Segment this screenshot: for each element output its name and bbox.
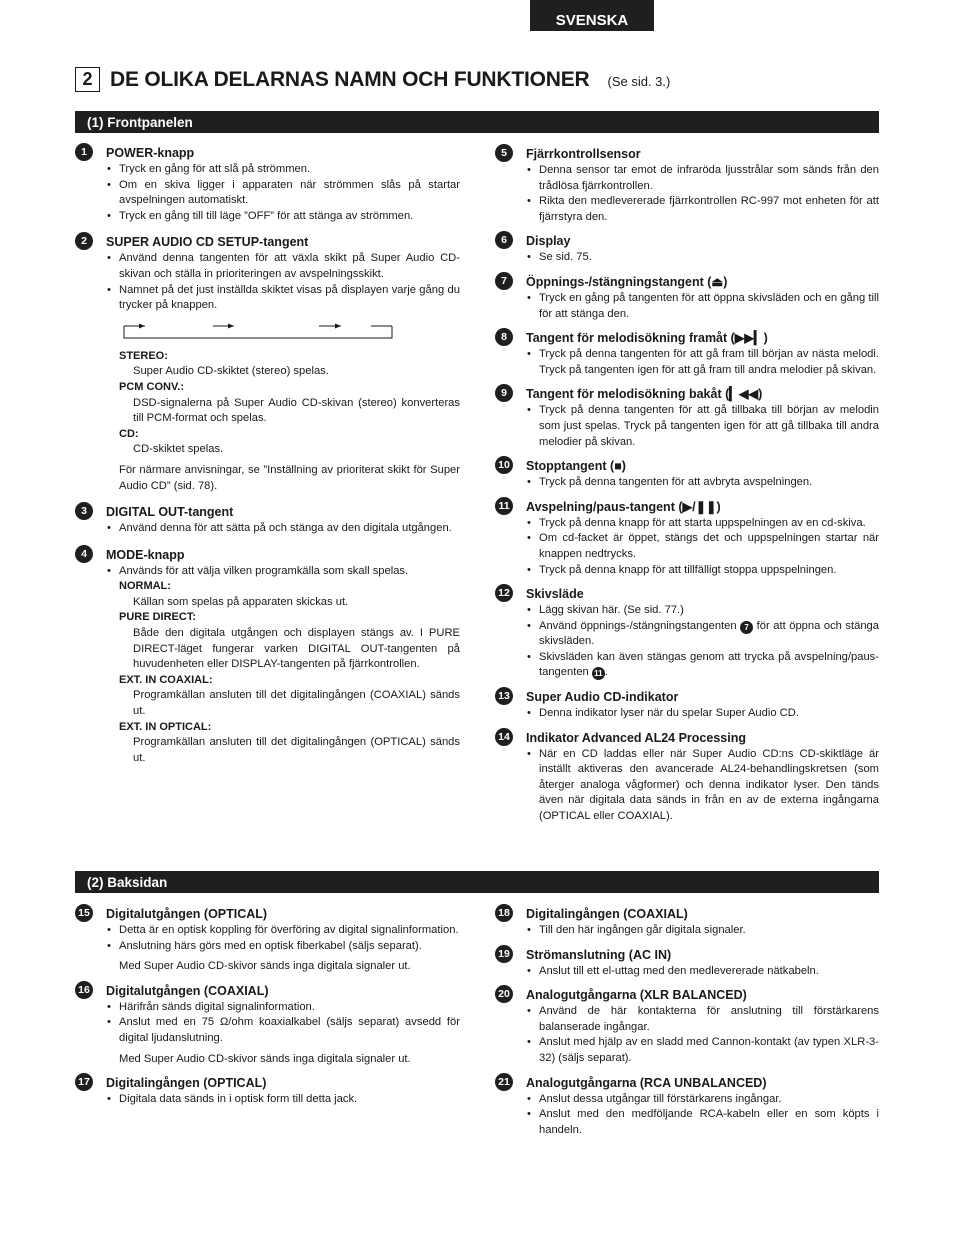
- chapter-title: DE OLIKA DELARNAS NAMN OCH FUNKTIONER: [110, 67, 590, 91]
- item-number: 19: [495, 945, 513, 963]
- item-title: Skivsläde: [526, 587, 584, 602]
- bullet: • Denna indikator lyser när du spelar Super Audio CD.: [526, 706, 879, 722]
- bullet-text: .: [604, 666, 608, 679]
- item-number: 7: [495, 272, 513, 290]
- chapter-number: 2: [75, 67, 100, 92]
- item-title: Digitalutgången (OPTICAL): [106, 907, 268, 921]
- front-right-column: [495, 146, 879, 831]
- item-number: 2: [75, 232, 93, 250]
- mode-description: CD-skiktet spelas.: [133, 443, 224, 456]
- item-play-pause: [495, 499, 879, 578]
- bullet: • Använd denna tangenten för att växla skikt på Super Audio CD-skivan och ställa in prioriteringen av avspelningsskikt.: [106, 251, 460, 282]
- bullet: [526, 650, 879, 681]
- item-number: 12: [495, 584, 513, 602]
- item-title: Tangent för melodisökning framåt (▶▶▎): [526, 331, 768, 346]
- item-remote-sensor: [495, 146, 879, 225]
- bullet: • Tryck på denna tangenten för att gå fram till början av nästa melodi. Tryck på tangenten igen för att gå fram till andra melodier på skivan.: [526, 347, 879, 378]
- bullet-text: för att öppna och stänga skivsläden.: [539, 619, 880, 648]
- item-number: 20: [495, 985, 513, 1003]
- item-title: POWER-knapp: [106, 146, 195, 160]
- bullet-text: Skivsläden kan även stängas genom att trycka på avspelning/paus-tangenten: [539, 650, 879, 679]
- mode-description: DSD-signalerna på Super Audio CD-skivan (stereo) konverteras till PCM-format och spelas.: [133, 396, 460, 425]
- mode-title: STEREO:: [119, 349, 168, 362]
- item-skip-forward: [495, 330, 879, 378]
- item-number: 18: [495, 904, 513, 922]
- item-rca-unbalanced: [495, 1075, 879, 1139]
- chapter-page-ref: (Se sid. 3.): [607, 74, 671, 89]
- bullet: • Härifrån sänds digital signalinformation.: [106, 1000, 460, 1016]
- item-title: Analogutgångarna (XLR BALANCED): [526, 988, 747, 1003]
- item-title: Indikator Advanced AL24 Processing: [526, 730, 746, 745]
- item-title: Öppnings-/stängningstangent (⏏): [526, 274, 728, 289]
- mode-title: PURE DIRECT:: [119, 611, 197, 624]
- bullet: • Detta är en optisk koppling för överföring av digital signalinformation.: [106, 923, 460, 939]
- item-number: 17: [75, 1073, 93, 1091]
- item-number: 14: [495, 728, 513, 746]
- mode-description: Programkällan ansluten till det digitalingången (COAXIAL) sänds ut.: [133, 689, 460, 718]
- item-number: 1: [75, 143, 93, 161]
- item-power: [75, 145, 460, 224]
- item-title: Strömanslutning (AC IN): [526, 947, 672, 962]
- item-digital-out-optical: [75, 906, 460, 975]
- section-header-rear: (2) Baksidan: [75, 871, 879, 893]
- mode-description: Programkällan ansluten till det digitalingången (OPTICAL) sänds ut.: [133, 736, 460, 764]
- item-number: 3: [75, 502, 93, 520]
- bullet: • Anslutning härs görs med en optisk fiberkabel (säljs separat).: [106, 939, 460, 955]
- item-title: DIGITAL OUT-tangent: [106, 505, 234, 520]
- ref-number: 11: [592, 667, 605, 680]
- item-number: 13: [495, 687, 513, 705]
- item-digital-in-coaxial: [495, 906, 879, 939]
- bullet-text: Använd öppnings-/stängningstangenten: [539, 619, 737, 632]
- bullet: • Tryck på denna knapp för att tillfälligt stoppa uppspelningen.: [526, 563, 879, 579]
- bullet: • Tryck en gång på tangenten för att öppna skivsläden och en gång till för att stänga den.: [526, 291, 879, 322]
- note: Med Super Audio CD-skivor sänds inga digitala signaler ut.: [119, 960, 411, 973]
- bullet: • Använd de här kontakterna för anslutning till förstärkarens balanserade ingångar.: [526, 1004, 879, 1035]
- item-title: Tangent för melodisökning bakåt (▎◀◀): [526, 387, 763, 402]
- item-sacd-setup: [75, 234, 460, 494]
- item-number: 4: [75, 545, 93, 563]
- item-title: Display: [526, 234, 571, 249]
- bullet: • Tryck på denna knapp för att starta uppspelningen av en cd-skiva.: [526, 516, 879, 532]
- item-disc-tray: [495, 586, 879, 681]
- rear-right-column: [495, 906, 879, 1144]
- bullet: • Anslut med den medföljande RCA-kabeln eller en som köpts i handeln.: [526, 1107, 879, 1138]
- item-number: 8: [495, 328, 513, 346]
- item-skip-back: [495, 386, 879, 450]
- bullet: • Anslut till ett el-uttag med den medlevererade nätkabeln.: [526, 964, 879, 980]
- item-digital-out: [75, 504, 460, 537]
- language-tab: SVENSKA: [530, 0, 654, 31]
- mode-title: CD:: [119, 427, 139, 440]
- item-number: 21: [495, 1073, 513, 1091]
- item-digital-out-coaxial: [75, 983, 460, 1067]
- item-ac-in: [495, 947, 879, 980]
- item-al24-indicator: [495, 730, 879, 825]
- bullet: • Anslut dessa utgångar till förstärkarens ingångar.: [526, 1092, 879, 1108]
- item-stop: [495, 458, 879, 491]
- bullet: • Tryck en gång för att slå på strömmen.: [106, 162, 460, 178]
- item-mode: [75, 547, 460, 767]
- item-title: SUPER AUDIO CD SETUP-tangent: [106, 235, 309, 250]
- section-header-front: (1) Frontpanelen: [75, 111, 879, 133]
- item-digital-in-optical: [75, 1075, 460, 1108]
- bullet: • Se sid. 75.: [526, 250, 879, 266]
- item-xlr-balanced: [495, 987, 879, 1066]
- item-number: 11: [495, 497, 513, 515]
- item-title: MODE-knapp: [106, 547, 185, 562]
- note: Med Super Audio CD-skivor sänds inga digitala signaler ut.: [119, 1052, 411, 1065]
- item-open-close: [495, 274, 879, 322]
- mode-title: NORMAL:: [119, 580, 171, 593]
- rear-left-column: [75, 906, 460, 1114]
- bullet: • Tryck en gång till till läge ”OFF” för att stänga av strömmen.: [106, 209, 460, 225]
- item-title: Digitalingången (OPTICAL): [106, 1076, 267, 1091]
- item-number: 15: [75, 904, 93, 922]
- item-sacd-indicator: [495, 689, 879, 722]
- bullet: • Namnet på det just inställda skiktet visas på displayen varje gång du trycker på knappen.: [106, 283, 460, 314]
- bullet: • Till den här ingången går digitala signaler.: [526, 923, 879, 939]
- mode-description: Källan som spelas på apparaten skickas ut.: [133, 595, 349, 608]
- bullet: • Om cd-facket är öppet, stängs det och uppspelningen startar när knappen nedtrycks.: [526, 531, 879, 562]
- item-title: Digitalutgången (COAXIAL): [106, 983, 269, 998]
- bullet: • Rikta den medlevererade fjärrkontrollen RC-997 mot enheten för att fjärrstyra den.: [526, 194, 879, 225]
- layer-cycle-diagram: [123, 322, 395, 340]
- mode-title: PCM CONV.:: [119, 380, 184, 393]
- item-number: 10: [495, 456, 513, 474]
- mode-list: [106, 349, 460, 458]
- item-title: Analogutgångarna (RCA UNBALANCED): [526, 1075, 767, 1090]
- mode-title: EXT. IN OPTICAL:: [119, 720, 212, 733]
- item-number: 9: [495, 384, 513, 402]
- bullet: • Använd denna för att sätta på och stänga av den digitala utgången.: [106, 521, 460, 537]
- mode-title: EXT. IN COAXIAL:: [119, 673, 213, 686]
- item-title: Fjärrkontrollsensor: [526, 147, 641, 161]
- bullet: • Anslut med hjälp av en sladd med Cannon-kontakt (av typen XLR-3-32) (säljs separat).: [526, 1035, 879, 1066]
- note: För närmare anvisningar, se ”Inställning av prioriterat skikt för Super Audio CD” (sid. 78).: [119, 463, 460, 492]
- item-display: [495, 233, 879, 266]
- item-title: Avspelning/paus-tangent (▶/❚❚): [526, 499, 721, 514]
- bullet: • Om en skiva ligger i apparaten när strömmen slås på startar avspelningen automatiskt.: [106, 178, 460, 209]
- item-number: 6: [495, 231, 513, 249]
- item-number: 5: [495, 144, 513, 162]
- bullet: • Lägg skivan här. (Se sid. 77.): [526, 603, 879, 619]
- item-title: Super Audio CD-indikator: [526, 690, 679, 705]
- front-left-column: [75, 145, 460, 772]
- bullet: • Anslut med en 75 Ω/ohm koaxialkabel (säljs separat) avsedd för digital ljudanslutning.: [106, 1015, 460, 1046]
- item-title: Digitalingången (COAXIAL): [526, 907, 688, 921]
- bullet: • Denna sensor tar emot de infraröda ljusstrålar som sänds från den trådlösa fjärrkontrollen.: [526, 163, 879, 194]
- bullet: • Tryck på denna tangenten för att gå tillbaka till början av melodin som just spelas. Tryck på tangenten igen för att gå tillbaka till andra melodier på skivan.: [526, 403, 879, 450]
- chapter-heading: [75, 67, 670, 92]
- bullet: [526, 619, 879, 650]
- bullet: • Tryck på denna tangenten för att avbryta avspelningen.: [526, 475, 879, 491]
- mode-description: Super Audio CD-skiktet (stereo) spelas.: [133, 365, 329, 378]
- item-number: 16: [75, 981, 93, 999]
- mode-description: Både den digitala utgången och displayen stängs av. I PURE DIRECT-läget fungerar varken DIGITAL OUT-tangenten på huvudenheten eller DISPLAY-tangenten på fjärrkontrollen.: [133, 627, 460, 671]
- bullet: • Digitala data sänds in i optisk form till detta jack.: [106, 1092, 460, 1108]
- mode-list: [106, 579, 460, 766]
- item-title: Stopptangent (■): [526, 459, 626, 474]
- bullet: • Används för att välja vilken programkälla som skall spelas.: [106, 564, 460, 580]
- ref-number: 7: [740, 621, 753, 634]
- bullet: • När en CD laddas eller när Super Audio CD:ns CD-skiktläge är inställt aktiveras den avancerade AL24-behandlingskretsen (som återger analoga vågformer) och denna indikator lyser. Den tänds även när digitala data sänds in från en av de externa ingångarna (OPTICAL eller COAXIAL).: [526, 747, 879, 825]
